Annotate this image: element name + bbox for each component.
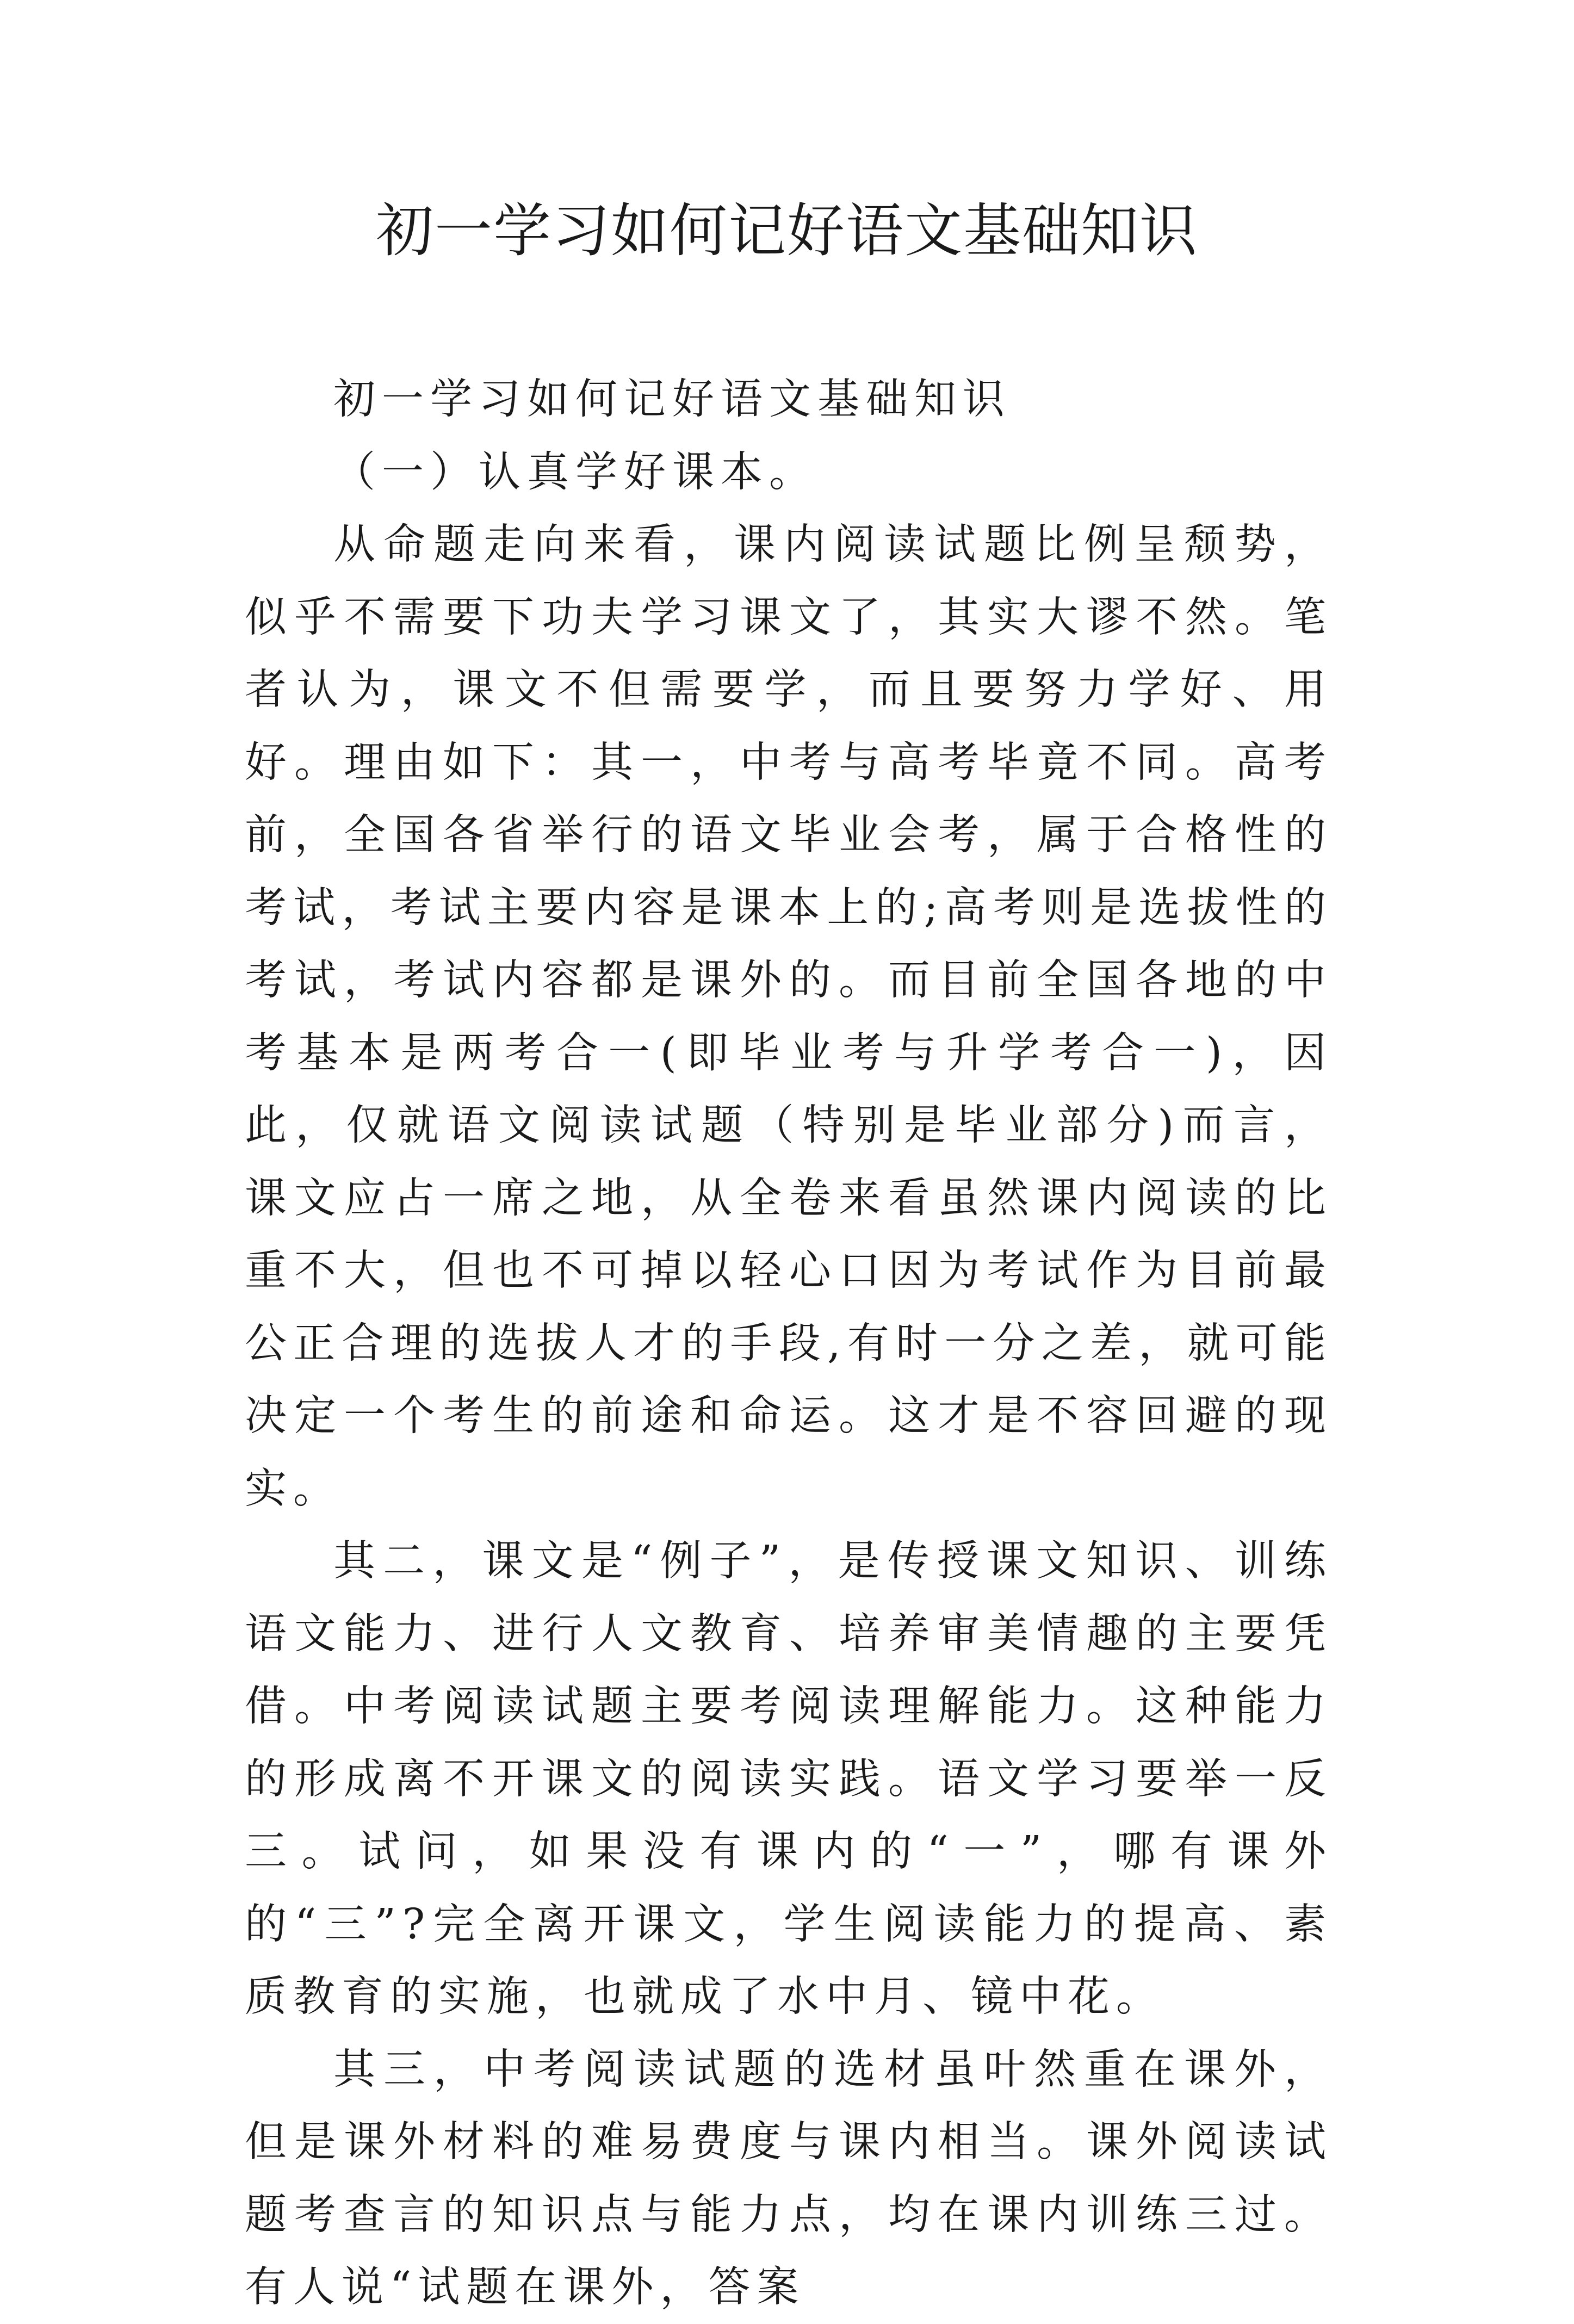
document-body bbox=[245, 363, 1333, 2324]
document-title: 初一学习如何记好语文基础知识 bbox=[376, 197, 1198, 264]
paragraph-body-2: 其二，课文是“例子”，是传授课文知识、训练语文能力、进行人文教育、培养审美情趣的主要凭借。中考阅读试题主要考阅读理解能力。这种能力的形成离不开课文的阅读实践。语文学习要举一反三。试问，如果没有课内的“一”，哪有课外的“三”?完全离开课文，学生阅读能力的提高、素质教育的实施，也就成了水中月、镜中花。 bbox=[245, 1537, 1333, 2021]
paragraph-body-1: 从命题走向来看，课内阅读试题比例呈颓势，似乎不需要下功夫学习课文了，其实大谬不然。笔者认为，课文不但需要学，而且要努力学好、用好。理由如下：其一，中考与高考毕竟不同。高考前，全国各省举行的语文毕业会考，属于合格性的考试，考试主要内容是课本上的;高考则是选拔性的考试，考试内容都是课外的。而目前全国各地的中考基本是两考合一(即毕业考与升学考合一)，因此，仅就语文阅读试题（特别是毕业部分)而言，课文应占一席之地，从全卷来看虽然课内阅读的比重不大，但也不可掉以轻心口因为考试作为目前最公正合理的选拔人才的手段,有时一分之差，就可能决定一个考生的前途和命运。这才是不容回避的现实。 bbox=[245, 520, 1333, 1513]
paragraph-subtitle: 初一学习如何记好语文基础知识 bbox=[333, 375, 1011, 424]
paragraph-section-heading: （一）认真学好课本。 bbox=[333, 448, 817, 497]
paragraph-body-3: 其三，中考阅读试题的选材虽叶然重在课外，但是课外材料的难易费度与课内相当。课外阅读试题考查言的知识点与能力点，均在课内训练三过。有人说“试题在课外，答案 bbox=[245, 2045, 1333, 2311]
